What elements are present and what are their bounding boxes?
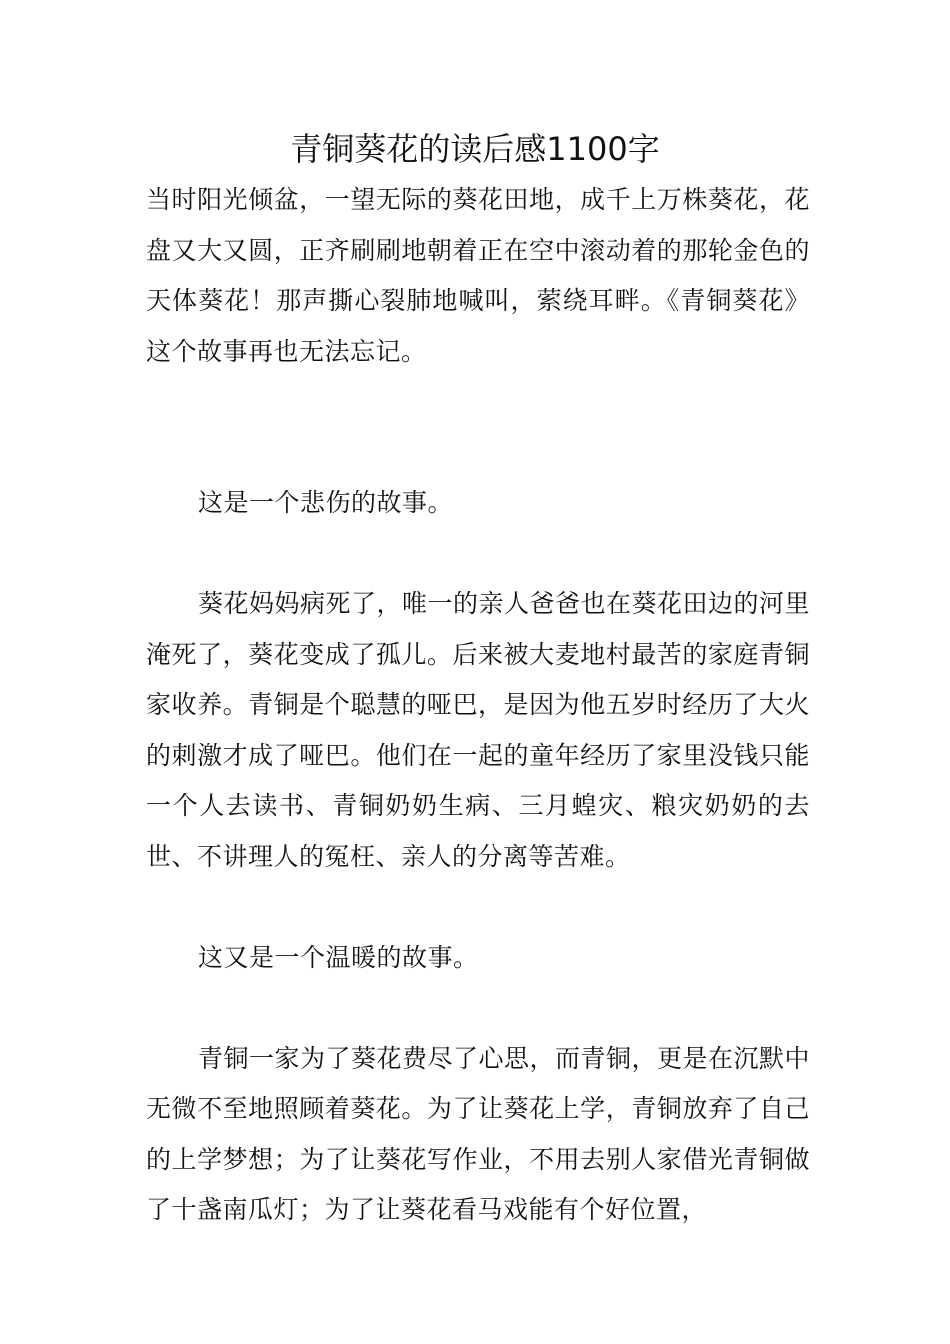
paragraph-spacer	[146, 377, 810, 478]
paragraph-intro: 当时阳光倾盆，一望无际的葵花田地，成千上万株葵花，花盘又大又圆，正齐刷刷地朝着正在空中滚动着的那轮金色的天体葵花！那声撕心裂肺地喊叫，萦绕耳畔。《青铜葵花》这个故事再也无法忘记。	[146, 185, 810, 366]
document-body	[146, 175, 810, 1236]
paragraph-warm-story: 这又是一个温暖的故事。	[198, 942, 479, 972]
paragraph-kuihua-orphan: 葵花妈妈病死了，唯一的亲人爸爸也在葵花田边的河里淹死了，葵花变成了孤儿。后来被大麦地村最苦的家庭青铜家收养。青铜是个聪慧的哑巴，是因为他五岁时经历了大火的刺激才成了哑巴。他们在一起的童年经历了家里没钱只能一个人去读书、青铜奶奶生病、三月蝗灾、粮灾奶奶的去世、不讲理人的冤枉、亲人的分离等苦难。	[146, 589, 811, 871]
paragraph-spacer	[146, 529, 810, 580]
paragraph-spacer	[146, 882, 810, 933]
document-title: 青铜葵花的读后感1100字	[290, 130, 660, 168]
paragraph-sad-story: 这是一个悲伤的故事。	[198, 488, 454, 517]
paragraph-qingtong-care: 青铜一家为了葵花费尽了心思，而青铜，更是在沉默中无微不至地照顾着葵花。为了让葵花上学，青铜放弃了自己的上学梦想；为了让葵花写作业，不用去别人家借光青铜做了十盏南瓜灯；为了让葵花看马戏能有个好位置，	[146, 1043, 811, 1224]
paragraph-spacer	[146, 983, 810, 1034]
